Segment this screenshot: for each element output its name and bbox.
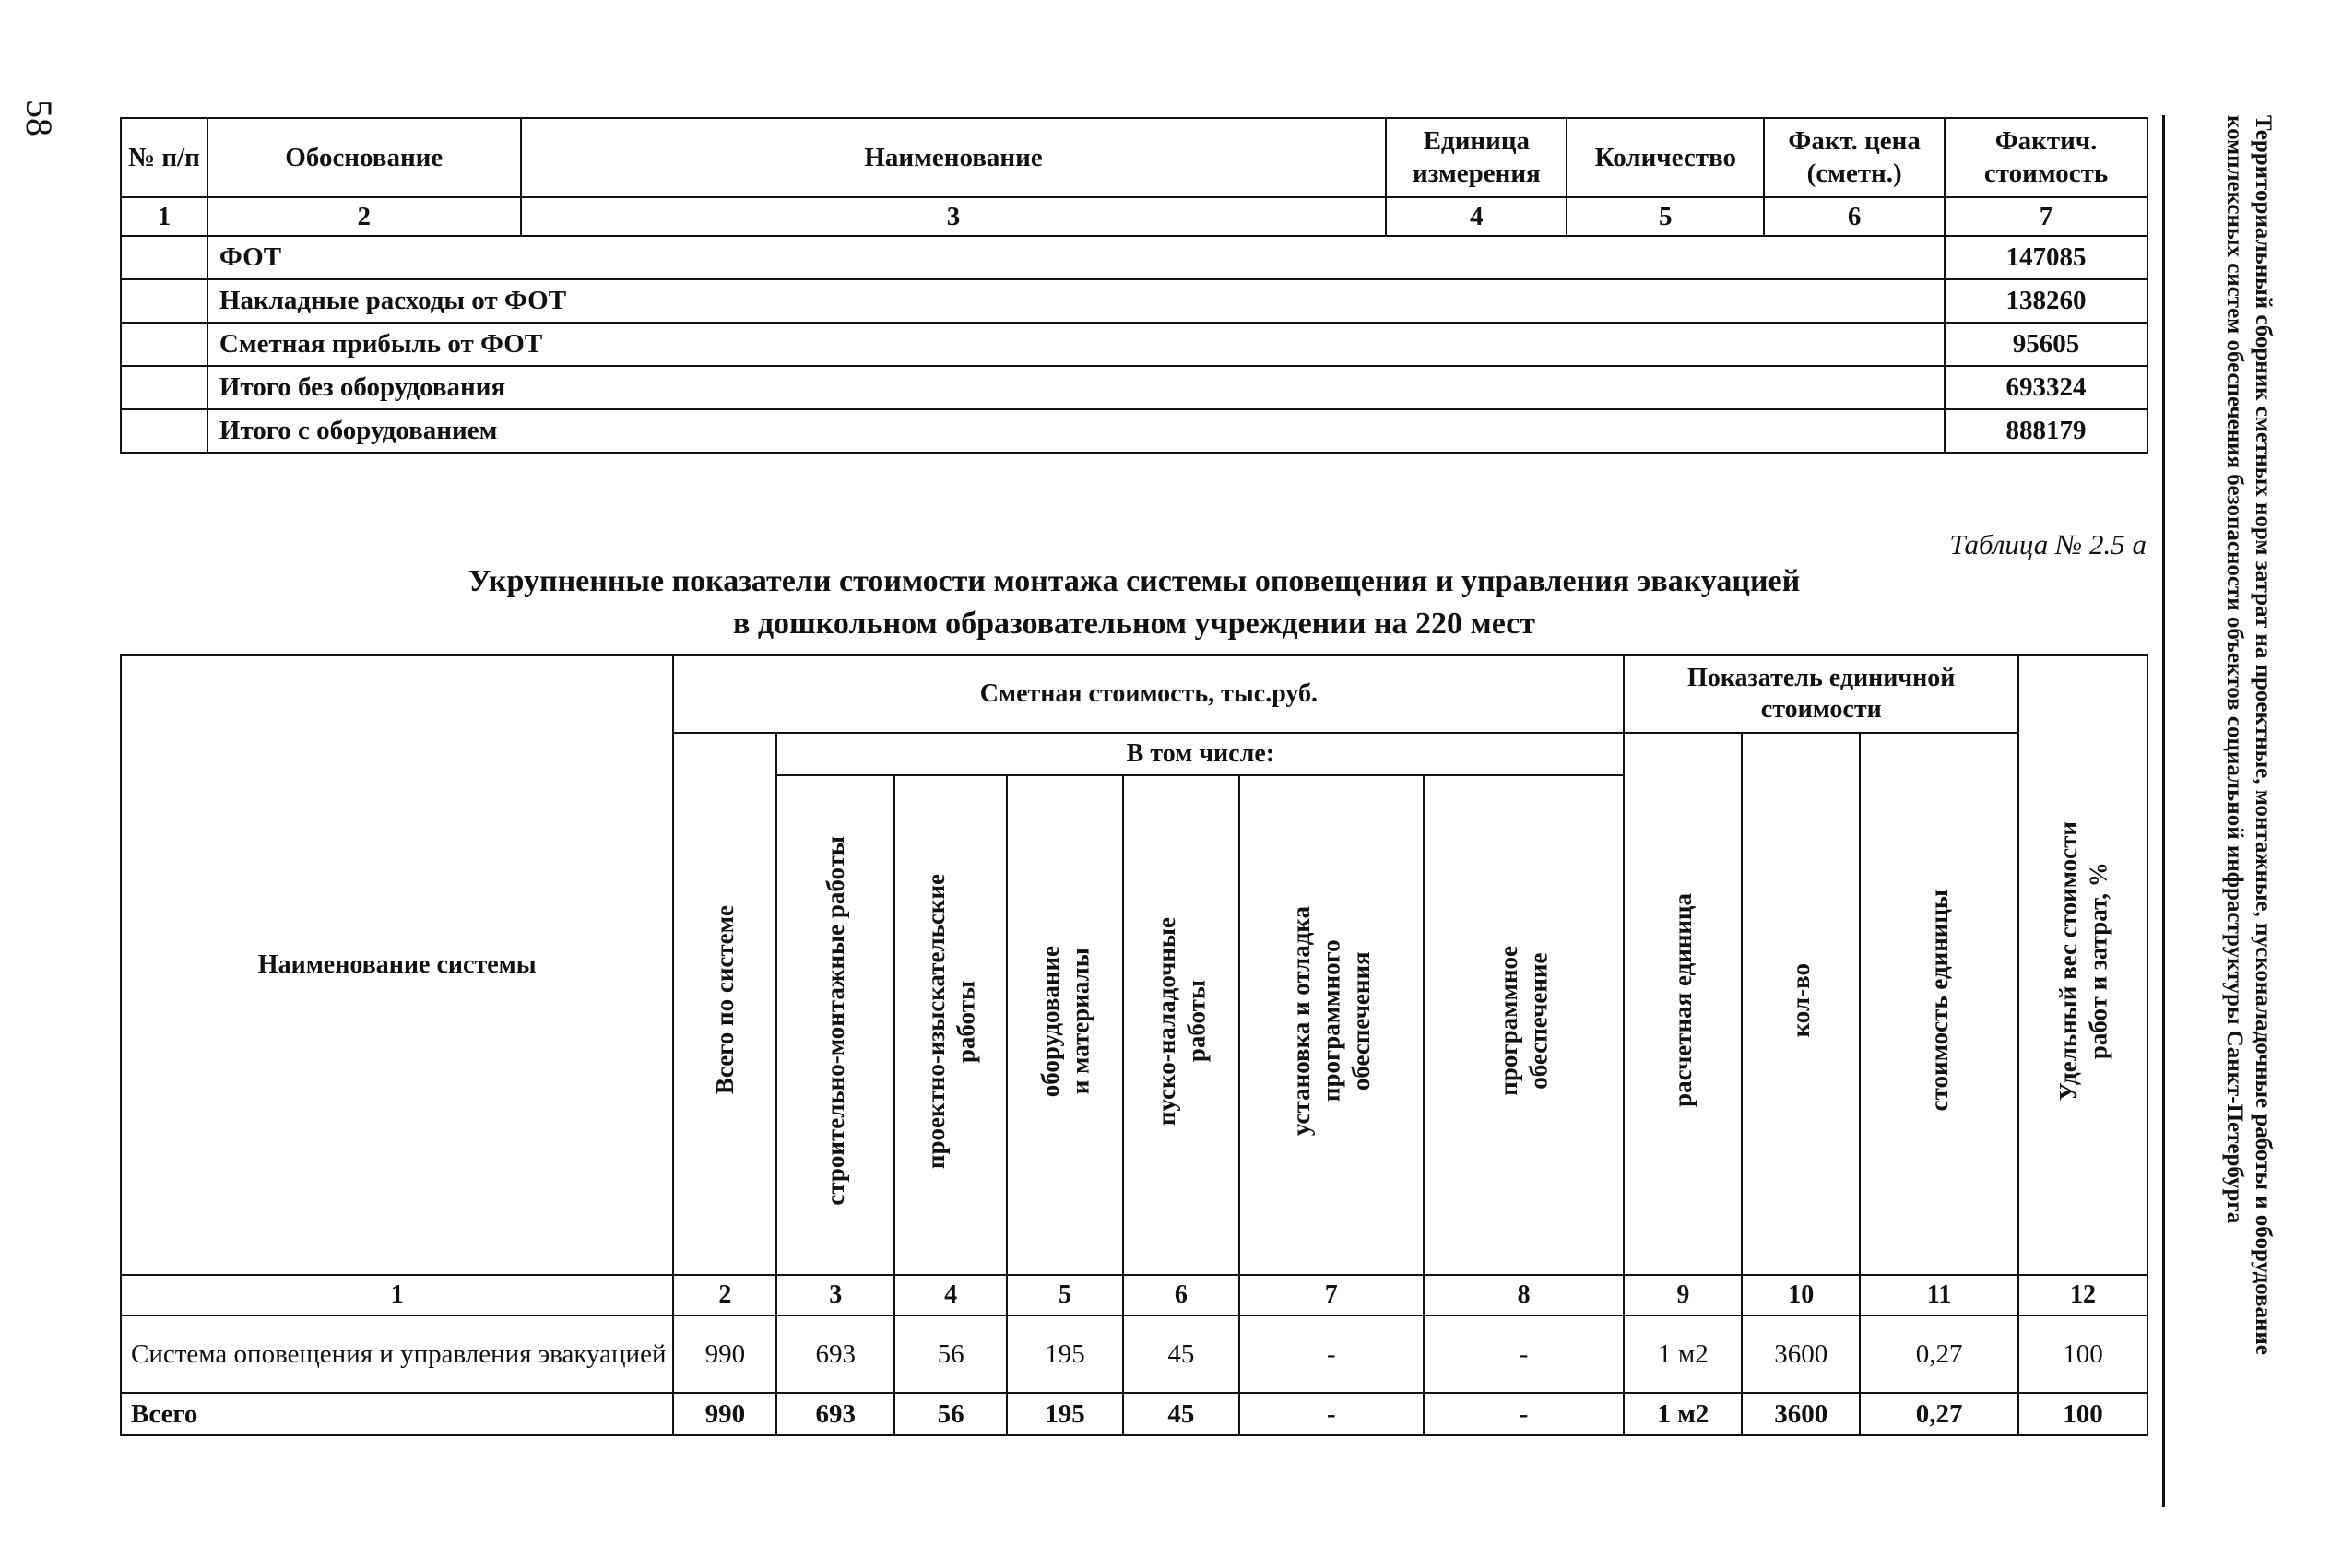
cost-summary-table <box>120 117 2148 454</box>
column-number: 12 <box>2018 1275 2147 1315</box>
empty-cell <box>121 236 207 279</box>
column-number: 9 <box>1624 1275 1742 1315</box>
column-number: 2 <box>673 1275 776 1315</box>
table-label: Таблица № 2.5 а <box>1949 528 2147 560</box>
table-title-line2: в дошкольном образовательном учреждении на 220 мест <box>732 607 1535 641</box>
row-label: ФОТ <box>207 236 1945 279</box>
table-row <box>121 366 2147 409</box>
column-number: 2 <box>207 197 521 236</box>
header-number: № п/п <box>121 118 207 197</box>
row-label: Итого с оборудованием <box>207 409 1945 453</box>
header-share: Удельный вес стоимости работ и затрат, % <box>2018 655 2147 1275</box>
header-unit-cost: Показатель единичной стоимости <box>1624 655 2018 733</box>
header-construction: строительно-монтажные работы <box>776 775 894 1275</box>
column-number: 6 <box>1764 197 1945 236</box>
header-cost: Фактич. стоимость <box>1945 118 2147 197</box>
header-price: Факт. цена (сметн.) <box>1764 118 1945 197</box>
side-divider-line <box>2162 115 2165 1507</box>
empty-cell <box>121 323 207 366</box>
cell-value: 693 <box>776 1393 894 1435</box>
cell-value: 990 <box>673 1315 776 1393</box>
cell-value: 990 <box>673 1393 776 1435</box>
header-unit: Единица измерения <box>1386 118 1567 197</box>
row-value: 888179 <box>1945 409 2147 453</box>
cell-value: 3600 <box>1742 1393 1860 1435</box>
column-numbers-row <box>121 1275 2147 1315</box>
system-name: Система оповещения и управления эвакуацией <box>121 1315 673 1393</box>
header-estimate: Сметная стоимость, тыс.руб. <box>673 655 1624 733</box>
header-basis: Обоснование <box>207 118 521 197</box>
cell-value: 56 <box>894 1393 1007 1435</box>
header-software: программное обеспечение <box>1424 775 1625 1275</box>
column-number: 6 <box>1123 1275 1239 1315</box>
cell-value: 195 <box>1007 1393 1123 1435</box>
cell-value: - <box>1424 1393 1625 1435</box>
row-value: 138260 <box>1945 279 2147 323</box>
table-row <box>121 1315 2147 1393</box>
table-row <box>121 236 2147 279</box>
row-value: 693324 <box>1945 366 2147 409</box>
cell-value: 0,27 <box>1860 1393 2018 1435</box>
cell-value: 56 <box>894 1315 1007 1393</box>
row-value: 95605 <box>1945 323 2147 366</box>
cell-value: 100 <box>2018 1315 2147 1393</box>
empty-cell <box>121 409 207 453</box>
running-header: Территориальный сборник сметных норм затрат на проектные, монтажные, пусконаладочные работы и оборудование комплексных систем обеспечения безопасности объектов социальной инфраструктуры Санкт-Петербурга <box>2221 115 2276 1355</box>
cell-value: 3600 <box>1742 1315 1860 1393</box>
table-row <box>121 409 2147 453</box>
cost-indicators-table <box>120 654 2148 1436</box>
column-number: 5 <box>1007 1275 1123 1315</box>
column-number: 10 <box>1742 1275 1860 1315</box>
column-number: 3 <box>776 1275 894 1315</box>
column-number: 11 <box>1860 1275 2018 1315</box>
header-including: В том числе: <box>776 733 1624 775</box>
column-number: 7 <box>1239 1275 1424 1315</box>
header-unit: расчетная единица <box>1624 733 1742 1275</box>
header-total-system: Всего по системе <box>673 733 776 1275</box>
column-number: 1 <box>121 197 207 236</box>
empty-cell <box>121 279 207 323</box>
table-row <box>121 279 2147 323</box>
cell-value: - <box>1239 1393 1424 1435</box>
empty-cell <box>121 366 207 409</box>
cell-value: 195 <box>1007 1315 1123 1393</box>
row-label: Сметная прибыль от ФОТ <box>207 323 1945 366</box>
table-title-line1: Укрупненные показатели стоимости монтажа системы оповещения и управления эвакуацией <box>467 564 1801 598</box>
row-label: Итого без оборудования <box>207 366 1945 409</box>
table-row <box>121 323 2147 366</box>
column-number: 4 <box>1386 197 1567 236</box>
column-number: 3 <box>521 197 1387 236</box>
column-number: 7 <box>1945 197 2147 236</box>
page-number: 58 <box>18 100 60 136</box>
cell-value: 45 <box>1123 1393 1239 1435</box>
cell-value: - <box>1239 1315 1424 1393</box>
header-quantity: кол-во <box>1742 733 1860 1275</box>
cell-value: 1 м2 <box>1624 1393 1742 1435</box>
total-row <box>121 1393 2147 1435</box>
cell-value: 0,27 <box>1860 1315 2018 1393</box>
header-software-setup: установка и отладка программного обеспечения <box>1239 775 1424 1275</box>
column-number: 4 <box>894 1275 1007 1315</box>
header-quantity: Количество <box>1567 118 1764 197</box>
header-system-name: Наименование системы <box>121 655 673 1275</box>
row-value: 147085 <box>1945 236 2147 279</box>
column-number: 5 <box>1567 197 1764 236</box>
header-unit-price: стоимость единицы <box>1860 733 2018 1275</box>
header-name: Наименование <box>521 118 1387 197</box>
cell-value: 693 <box>776 1315 894 1393</box>
row-label: Накладные расходы от ФОТ <box>207 279 1945 323</box>
column-number: 1 <box>121 1275 673 1315</box>
header-equipment: оборудование и материалы <box>1007 775 1123 1275</box>
total-label: Всего <box>121 1393 673 1435</box>
header-design: проектно-изыскательские работы <box>894 775 1007 1275</box>
column-number: 8 <box>1424 1275 1625 1315</box>
cell-value: - <box>1424 1315 1625 1393</box>
header-commissioning: пуско-наладочные работы <box>1123 775 1239 1275</box>
cell-value: 100 <box>2018 1393 2147 1435</box>
cell-value: 1 м2 <box>1624 1315 1742 1393</box>
cell-value: 45 <box>1123 1315 1239 1393</box>
